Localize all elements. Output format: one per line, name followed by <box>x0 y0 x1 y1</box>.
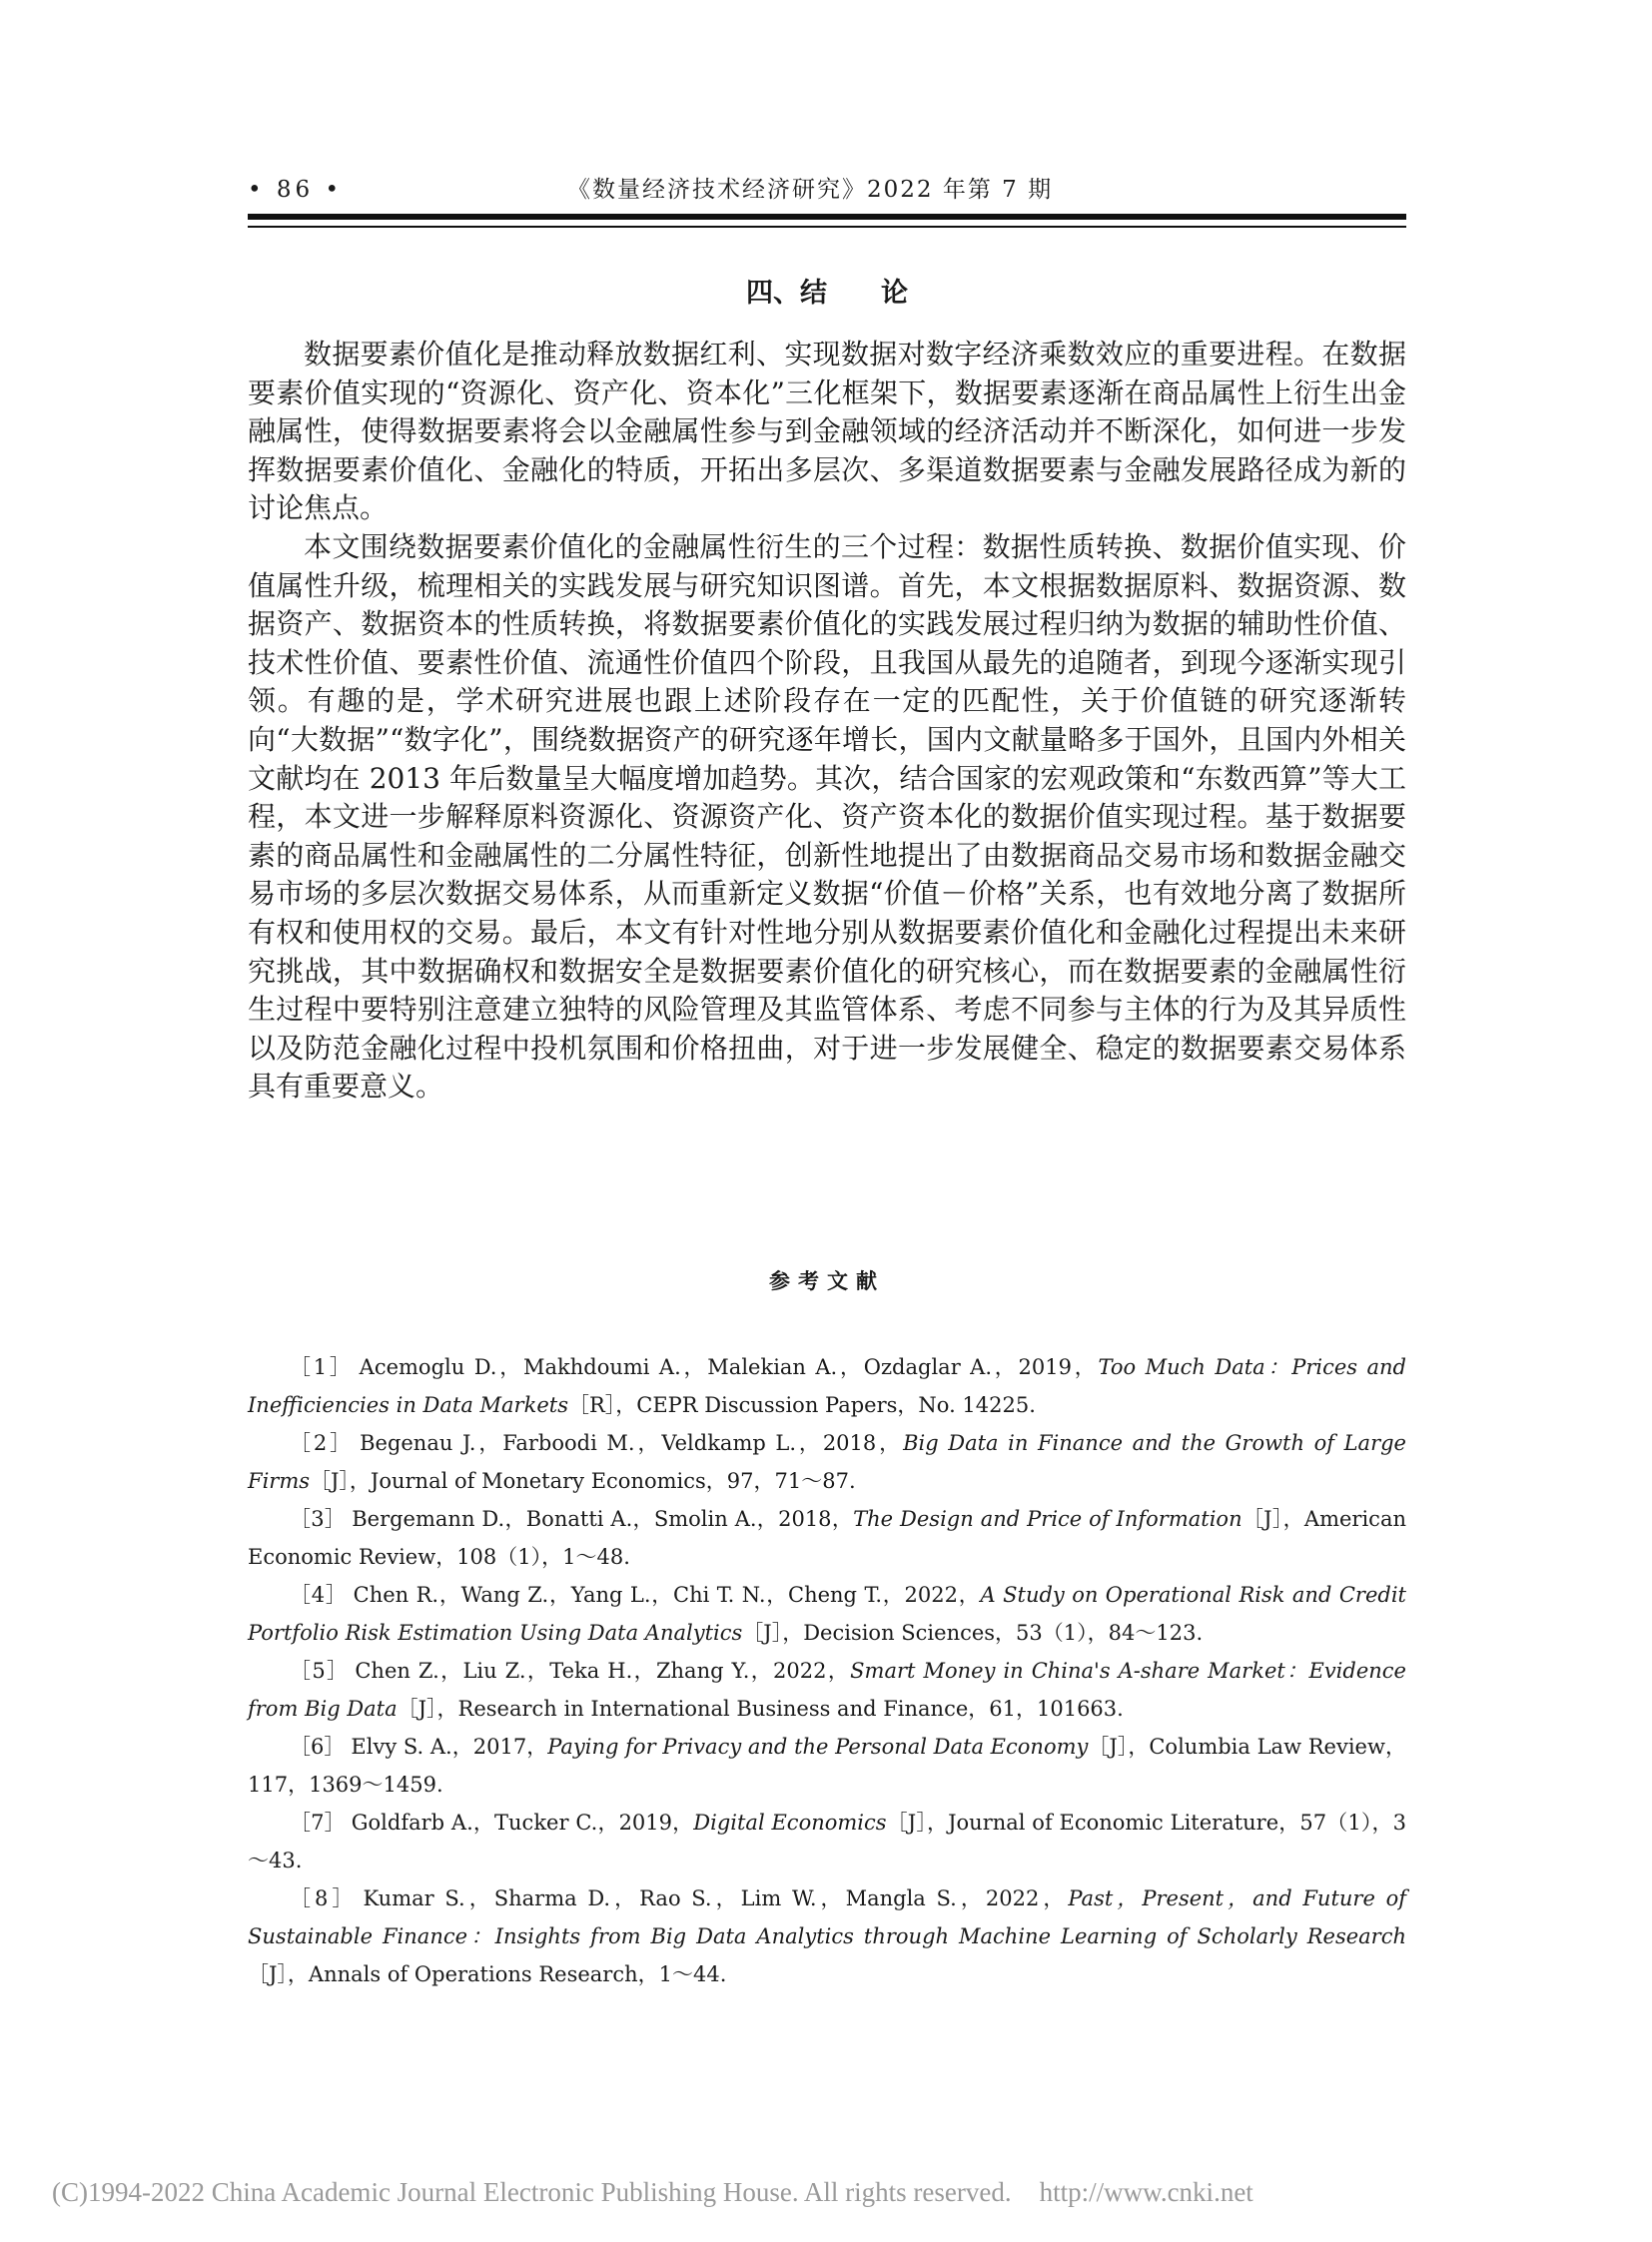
reference-list <box>248 1348 1406 1993</box>
running-head <box>248 172 1406 208</box>
reference-item: ［5］ Chen Z.，Liu Z.，Teka H.，Zhang Y.，2022，Smart Money in China's A-share Market：Evidence from Big Data［J］，Research in International Business and Finance，61，101663. <box>248 1659 1406 1721</box>
journal-info: 《数量经济技术经济研究》2022 年第 7 期 <box>567 177 1054 203</box>
page-number: • 86 • <box>248 177 344 203</box>
references-heading: 参考文献 <box>769 1269 885 1293</box>
copyright-text: (C)1994-2022 China Academic Journal Electronic Publishing House. All rights reserved. <box>52 2177 1012 2207</box>
paragraph: 本文围绕数据要素价值化的金融属性衍生的三个过程：数据性质转换、数据价值实现、价值属性升级，梳理相关的实践发展与研究知识图谱。首先，本文根据数据原料、数据资源、数据资产、数据资本的性质转换，将数据要素价值化的实践发展过程归纳为数据的辅助性价值、技术性价值、要素性价值、流通性价值四个阶段，且我国从最先的追随者，到现今逐渐实现引领。有趣的是，学术研究进展也跟上述阶段存在一定的匹配性，关于价值链的研究逐渐转向“大数据”“数字化”，围绕数据资产的研究逐年增长，国内文献量略多于国外，且国内外相关文献均在 2013 年后数量呈大幅度增加趋势。其次，结合国家的宏观政策和“东数西算”等大工程，本文进一步解释原料资源化、资源资产化、资产资本化的数据价值实现过程。基于数据要素的商品属性和金融属性的二分属性特征，创新性地提出了由数据商品交易市场和数据金融交易市场的多层次数据交易体系，从而重新定义数据“价值－价格”关系，也有效地分离了数据所有权和使用权的交易。最后，本文有针对性地分别从数据要素价值化和金融化过程提出未来研究挑战，其中数据确权和数据安全是数据要素价值化的研究核心，而在数据要素的金融属性衍生过程中要特别注意建立独特的风险管理及其监管体系、考虑不同参与主体的行为及其异质性以及防范金融化过程中投机氛围和价格扭曲，对于进一步发展健全、稳定的数据要素交易体系具有重要意义。 <box>248 529 1406 1104</box>
header-rule-thick <box>248 214 1406 220</box>
copyright-watermark <box>52 2175 1610 2209</box>
reference-item: ［8］ Kumar S.，Sharma D.，Rao S.，Lim W.，Mangla S.，2022，Past，Present，and Future of Sustainable Finance：Insights from Big Data Analytics through Machine Learning of Scholarly Research［J］，Annals of Operations Research，1～44. <box>248 1886 1406 1986</box>
section-heading: 四、结 论 <box>746 278 908 309</box>
reference-item: ［2］ Begenau J.，Farboodi M.，Veldkamp L.，2018，Big Data in Finance and the Growth of Large Firms［J］，Journal of Monetary Economics，97，71～87. <box>248 1431 1406 1493</box>
paragraph: 数据要素价值化是推动释放数据红利、实现数据对数字经济乘数效应的重要进程。在数据要素价值实现的“资源化、资产化、资本化”三化框架下，数据要素逐渐在商品属性上衍生出金融属性，使得数据要素将会以金融属性参与到金融领域的经济活动并不断深化，如何进一步发挥数据要素价值化、金融化的特质，开拓出多层次、多渠道数据要素与金融发展路径成为新的讨论焦点。 <box>248 338 1406 525</box>
body-text <box>248 336 1406 1107</box>
reference-item: ［6］ Elvy S. A.，2017，Paying for Privacy and the Personal Data Economy［J］，Columbia Law Review，117，1369～1459. <box>248 1735 1406 1797</box>
header-rule-thin <box>248 226 1406 228</box>
cnki-url: http://www.cnki.net <box>1039 2177 1253 2207</box>
reference-item: ［1］ Acemoglu D.，Makhdoumi A.，Malekian A.，Ozdaglar A.，2019，Too Much Data：Prices and Inefficiencies in Data Markets［R］，CEPR Discussion Papers，No. 14225. <box>248 1355 1406 1417</box>
reference-item: ［3］ Bergemann D.，Bonatti A.，Smolin A.，2018，The Design and Price of Information［J］，American Economic Review，108（1），1～48. <box>248 1507 1406 1569</box>
reference-item: ［7］ Goldfarb A.，Tucker C.，2019，Digital Economics［J］，Journal of Economic Literature，57（1），3～43. <box>248 1811 1406 1872</box>
reference-item: ［4］ Chen R.，Wang Z.，Yang L.，Chi T. N.，Cheng T.，2022，A Study on Operational Risk and Credit Portfolio Risk Estimation Using Data Analytics［J］，Decision Sciences，53（1），84～123. <box>248 1583 1406 1645</box>
